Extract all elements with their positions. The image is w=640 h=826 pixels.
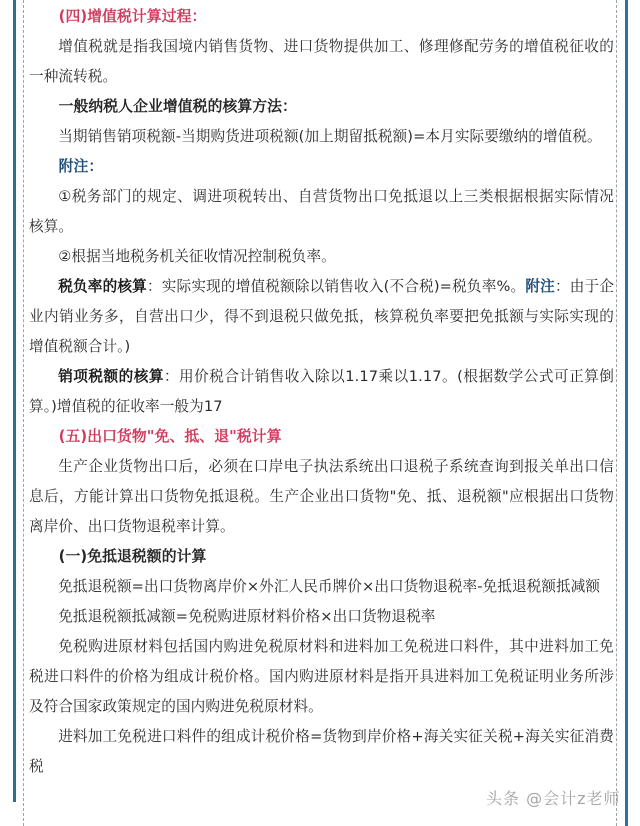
paragraph-export-refund-procedure: 生产企业货物出口后，必须在口岸电子执法系统出口退税子系统查询到报关单出口信息后，方能计算出口货物免抵退税。生产企业出口货物"免、抵、退税额"应根据出口货物离岸价、出口货物退税率计算。 — [29, 458, 614, 535]
run-inline-note-label: 附注 — [525, 278, 555, 295]
run-tax-burden-rate-body-b: ：由于企业内销业务多，自营出口少，得不到退税只做免抵，核算税负率要把免抵额与实际实现的增值税额合计。) — [29, 278, 615, 355]
left-border-rule — [13, 0, 16, 802]
paragraph-tax-burden-rate-accounting — [29, 272, 614, 362]
right-dashed-rule — [616, 0, 617, 826]
left-dashed-rule — [23, 0, 24, 826]
right-border-rule — [625, 0, 628, 826]
section-heading-vat-calculation-process: (四)增值税计算过程： — [58, 8, 207, 25]
watermark-attribution: 头条 @会计z老师 — [486, 789, 621, 808]
paragraph-output-tax-accounting — [29, 362, 614, 422]
subheading-general-taxpayer-method: 一般纳税人企业增值税的核算方法： — [58, 98, 297, 115]
document-body — [29, 0, 614, 826]
subheading-note-label: 附注： — [58, 158, 104, 175]
run-tax-burden-rate-label: 税负率的核算 — [58, 278, 147, 295]
subheading-exempt-offset-refund-calculation: (一)免抵退税额的计算 — [58, 548, 207, 565]
section-heading-export-exempt-offset-refund: (五)出口货物"免、抵、退"税计算 — [58, 428, 282, 445]
formula-exempt-offset-refund-amount: 免抵退税额=出口货物离岸价×外汇人民币牌价×出口货物退税率-免抵退税额抵减额 — [58, 578, 601, 595]
run-output-tax-body: ：用价税合计销售收入除以1.17乘以1.17。(根据数学公式可正算倒算。)增值税的征收率一般为17 — [29, 368, 614, 415]
run-tax-burden-rate-body-a: ：实际实现的增值税额除以销售收入(不合税)=税负率%。 — [146, 278, 526, 295]
paragraph-note-item-1: ①税务部门的规定、调进项税转出、自营货物出口免抵退以上三类根据根据实际情况核算。 — [29, 188, 614, 235]
paragraph-note-item-2: ②根据当地税务机关征收情况控制税负率。 — [58, 248, 336, 265]
paragraph-vat-definition: 增值税就是指我国境内销售货物、进口货物提供加工、修理修配劳务的增值税征收的一种流转税。 — [29, 38, 614, 85]
paragraph-duty-free-raw-materials: 免税购进原材料包括国内购进免税原材料和进料加工免税进口料件，其中进料加工免税进口料件的价格为组成计税价格。国内购进原材料是指开具进料加工免税证明业务所涉及符合国家政策规定的国内购进免税原材料。 — [29, 638, 614, 715]
run-output-tax-label: 销项税额的核算 — [58, 368, 164, 385]
formula-refund-deduction-amount: 免抵退税额抵减额=免税购进原材料价格×出口货物退税率 — [58, 608, 436, 625]
paragraph-vat-payable-formula: 当期销售销项税额-当期购货进项税额(加上期留抵税额)=本月实际要缴纳的增值税。 — [58, 128, 602, 145]
formula-imported-materials-taxable-price: 进料加工免税进口料件的组成计税价格=货物到岸价格+海关实征关税+海关实征消费税 — [29, 728, 614, 775]
